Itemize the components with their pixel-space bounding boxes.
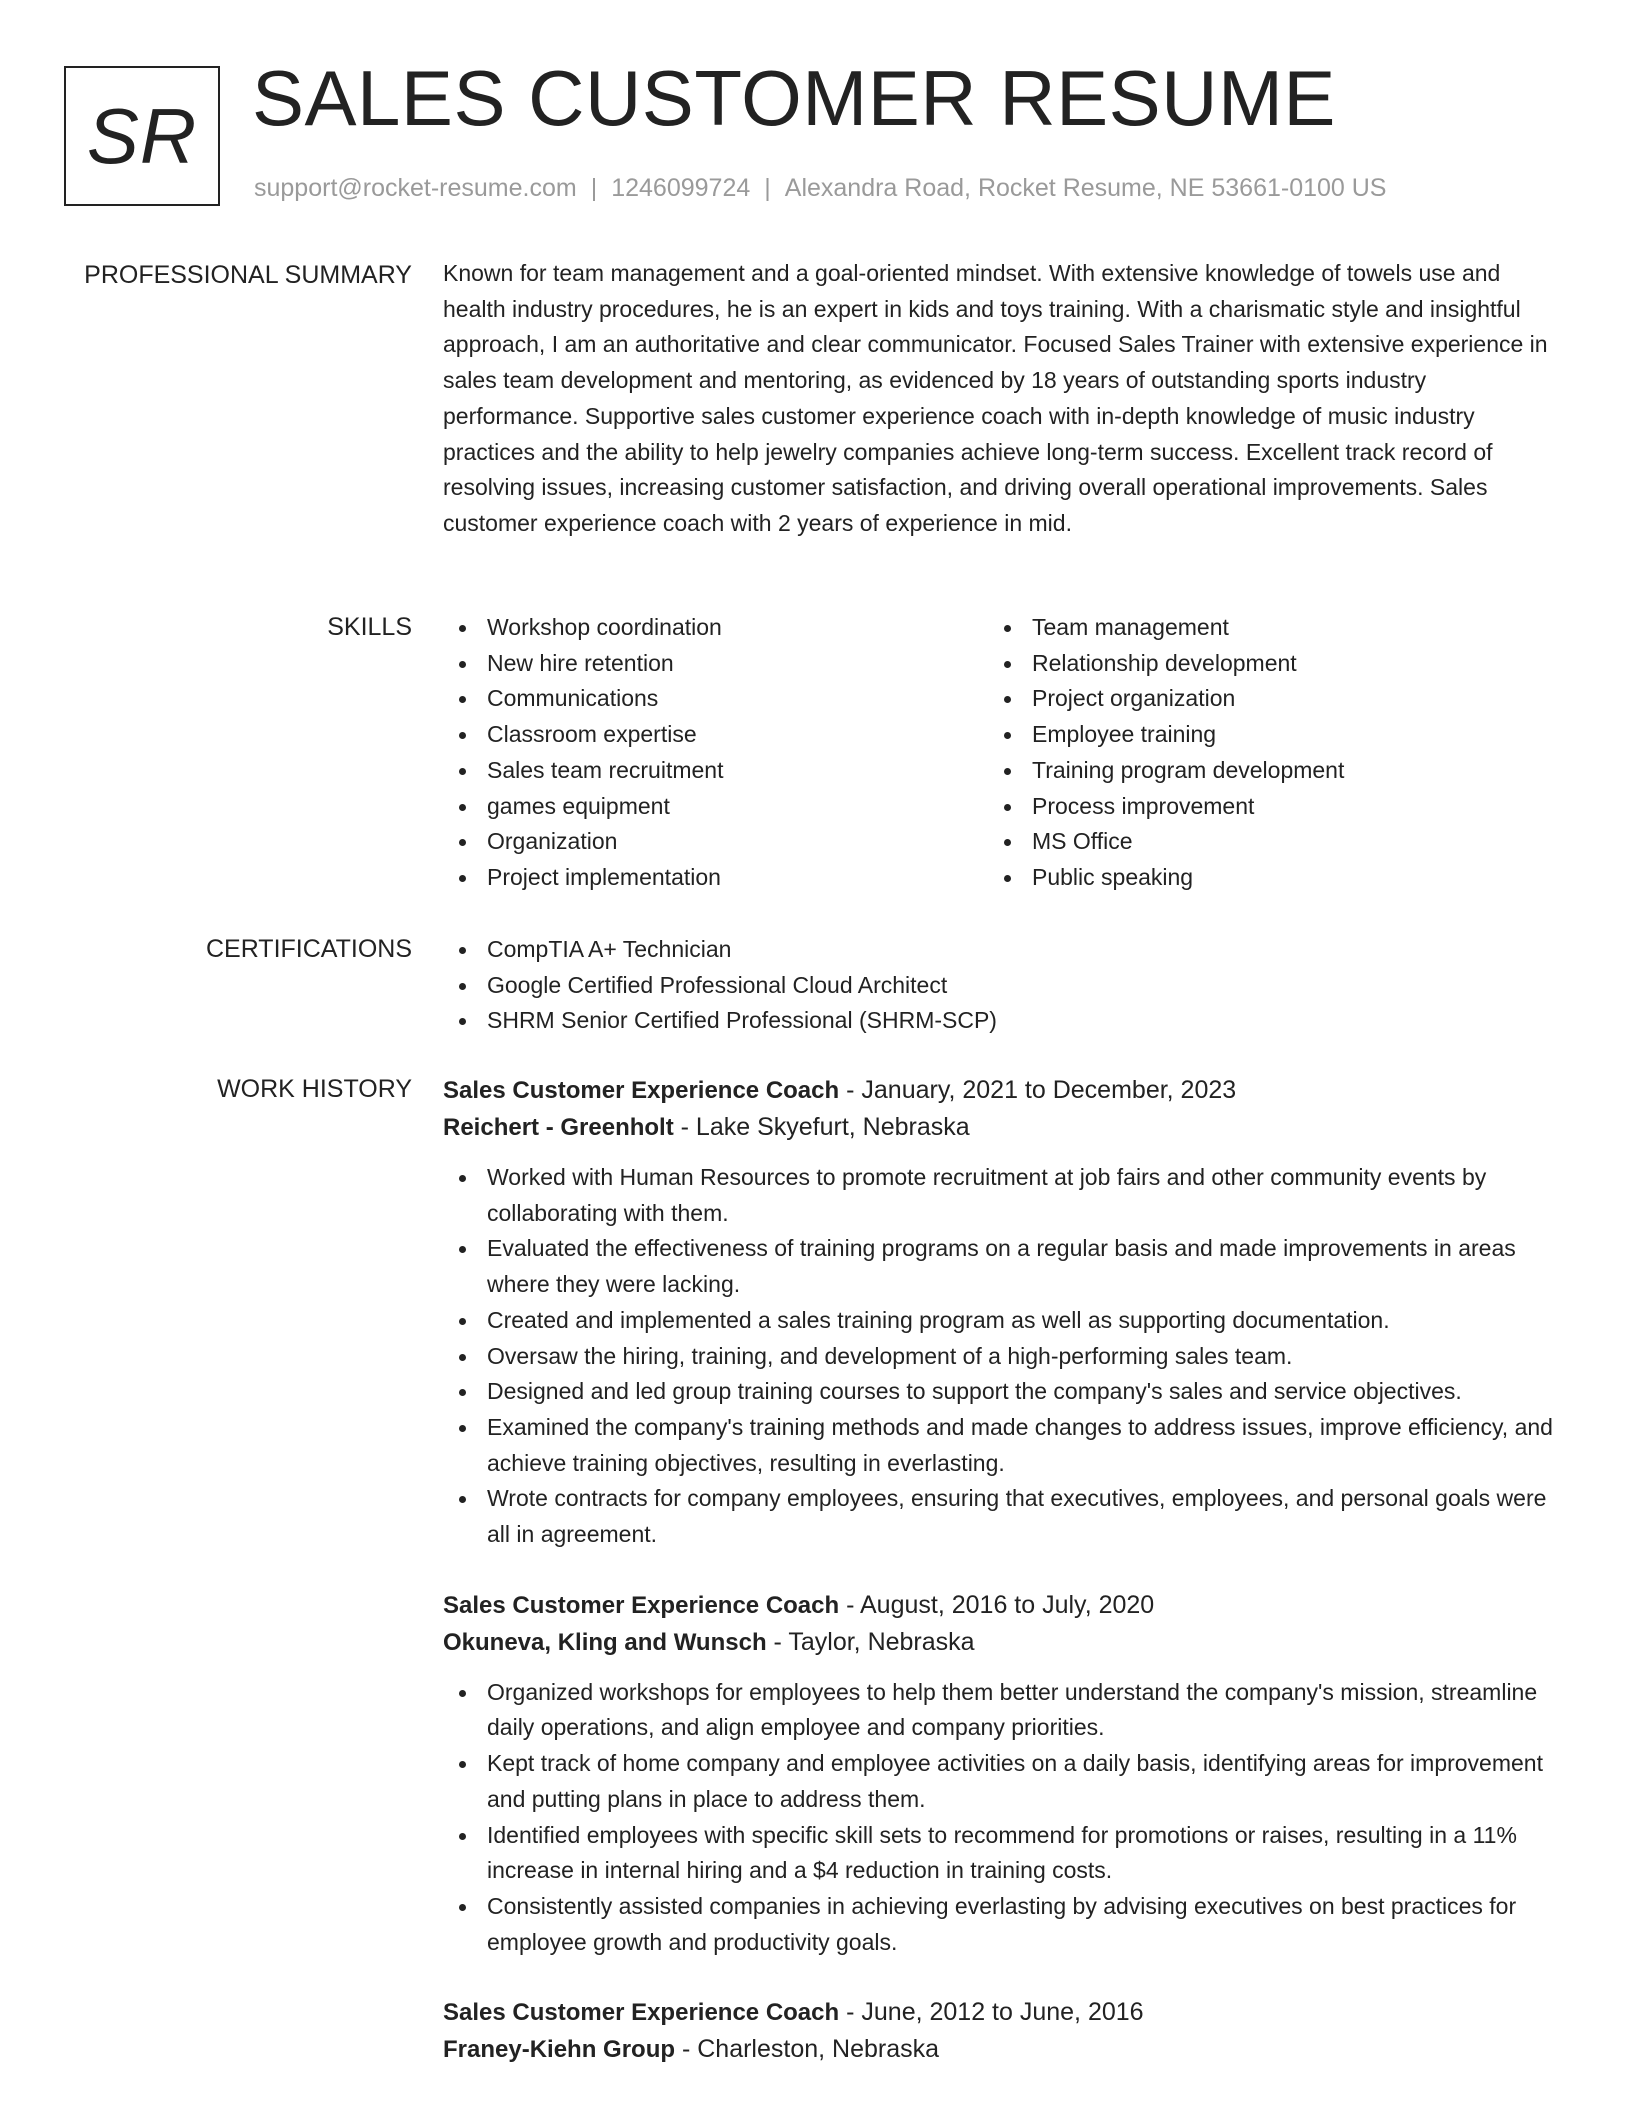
job-bullet: Evaluated the effectiveness of training programs on a regular basis and made improvements in areas where they were lacking.	[443, 1231, 1553, 1302]
job-bullet: Identified employees with specific skill sets to recommend for promotions or raises, resulting in a 11% increase in internal hiring and a $4 reduction in training costs.	[443, 1818, 1553, 1889]
skill-item: Organization	[443, 824, 988, 860]
monogram-initials: SR	[86, 91, 198, 180]
job-dates: - June, 2012 to June, 2016	[839, 1998, 1144, 2027]
job-title: Sales Customer Experience Coach	[443, 1077, 840, 1104]
job-title-line	[443, 1994, 1553, 2031]
job-title: Sales Customer Experience Coach	[443, 1591, 840, 1619]
job-bullet: Examined the company's training methods and made changes to address issues, improve efficiency, and achieve training objectives, resulting in everlasting.	[443, 1410, 1553, 1481]
job-entry	[443, 1072, 1553, 1553]
skill-item: Relationship development	[988, 646, 1533, 682]
job-title-line	[443, 1587, 1553, 1624]
job-bullet: Worked with Human Resources to promote recruitment at job fairs and other community events by collaborating with them.	[443, 1160, 1553, 1231]
skill-item: Team management	[988, 610, 1533, 646]
job-bullet: Oversaw the hiring, training, and development of a high-performing sales team.	[443, 1339, 1553, 1375]
skills-list-right	[988, 610, 1533, 896]
skill-item: New hire retention	[443, 646, 988, 682]
certification-item: SHRM Senior Certified Professional (SHRM-SCP)	[443, 1003, 1553, 1039]
job-bullets	[443, 1160, 1553, 1553]
job-bullet: Designed and led group training courses to support the company's sales and service objectives.	[443, 1374, 1553, 1410]
skill-item: Classroom expertise	[443, 717, 988, 753]
skills-list-left	[443, 610, 988, 896]
skill-item: Employee training	[988, 717, 1533, 753]
skill-item: Public speaking	[988, 860, 1533, 896]
skill-item: MS Office	[988, 824, 1533, 860]
job-company: Franey-Kiehn Group	[443, 2036, 676, 2064]
job-location: - Lake Skyefurt, Nebraska	[673, 1113, 970, 1141]
certifications-list	[443, 932, 1553, 1039]
job-bullet: Organized workshops for employees to help them better understand the company's mission, streamline daily operations, and align employee and company priorities.	[443, 1675, 1553, 1746]
summary-label: PROFESSIONAL SUMMARY	[84, 261, 412, 289]
contact-email: support@rocket-resume.com	[254, 174, 577, 202]
contact-separator: |	[764, 174, 771, 202]
job-location: - Taylor, Nebraska	[766, 1627, 975, 1656]
job-company: Reichert - Greenholt	[443, 1114, 674, 1141]
monogram-box	[64, 66, 220, 206]
job-company: Okuneva, Kling and Wunsch	[443, 1628, 767, 1656]
job-bullet: Created and implemented a sales training program as well as supporting documentation.	[443, 1303, 1553, 1339]
contact-phone: 1246099724	[611, 174, 751, 202]
job-title: Sales Customer Experience Coach	[443, 1999, 840, 2027]
skill-item: Project implementation	[443, 860, 988, 896]
job-dates: - August, 2016 to July, 2020	[839, 1590, 1155, 1619]
certifications-label: CERTIFICATIONS	[205, 935, 412, 963]
skill-item: Process improvement	[988, 789, 1533, 825]
skill-item: Project organization	[988, 681, 1533, 717]
skill-item: games equipment	[443, 789, 988, 825]
certification-item: Google Certified Professional Cloud Architect	[443, 968, 1553, 1004]
job-company-line	[443, 1624, 1553, 1661]
job-bullets	[443, 1675, 1553, 1961]
job-entry	[443, 1994, 1553, 2068]
skill-item: Training program development	[988, 753, 1533, 789]
job-title-line	[443, 1072, 1553, 1109]
job-entry	[443, 1587, 1553, 1961]
contact-address: Alexandra Road, Rocket Resume, NE 53661-0100 US	[784, 174, 1387, 202]
job-location: - Charleston, Nebraska	[675, 2035, 940, 2064]
job-bullet: Wrote contracts for company employees, ensuring that executives, employees, and personal goals were all in agreement.	[443, 1481, 1553, 1552]
resume-title: SALES CUSTOMER RESUME	[252, 54, 1336, 142]
job-company-line	[443, 1109, 1553, 1146]
job-bullet: Consistently assisted companies in achieving everlasting by advising executives on best practices for employee growth and productivity goals.	[443, 1889, 1553, 1960]
work-history-label: WORK HISTORY	[217, 1075, 412, 1103]
summary-text: Known for team management and a goal-oriented mindset. With extensive knowledge of towels use and health industry procedures, he is an expert in kids and toys training. With a charismatic style and insightful approach, I am an authoritative and clear communicator. Focused Sales Trainer with extensive experience in sales team development and mentoring, as evidenced by 18 years of outstanding sports industry performance. Supportive sales customer experience coach with in-depth knowledge of music industry practices and the ability to help jewelry companies achieve long-term success. Excellent track record of resolving issues, increasing customer satisfaction, and driving overall operational improvements. Sales customer experience coach with 2 years of experience in mid.	[443, 260, 1548, 536]
work-history-body	[443, 1072, 1553, 2082]
skill-item: Workshop coordination	[443, 610, 988, 646]
job-company-line	[443, 2031, 1553, 2068]
job-dates: - January, 2021 to December, 2023	[839, 1076, 1237, 1104]
skills-label: SKILLS	[327, 613, 412, 641]
contact-separator: |	[590, 174, 598, 202]
skill-item: Sales team recruitment	[443, 753, 988, 789]
skill-item: Communications	[443, 681, 988, 717]
job-bullet: Kept track of home company and employee activities on a daily basis, identifying areas for improvement and putting plans in place to address them.	[443, 1746, 1553, 1817]
contact-line	[254, 174, 1387, 203]
certification-item: CompTIA A+ Technician	[443, 932, 1553, 968]
